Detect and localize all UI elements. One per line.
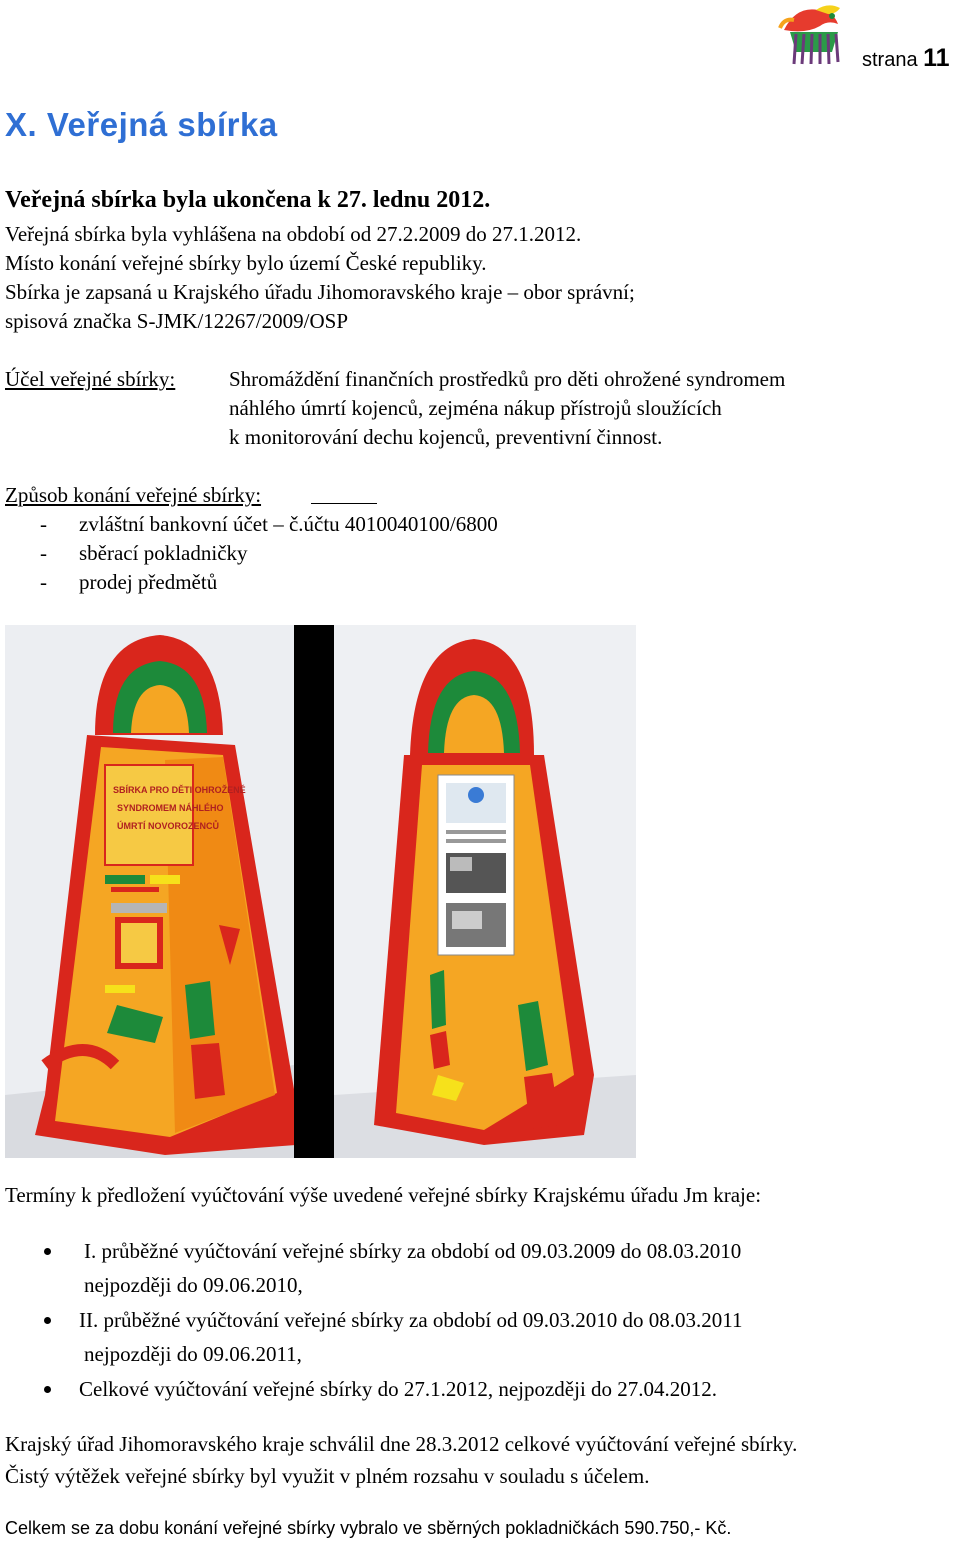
file-number-text: spisová značka S-JMK/12267/2009/OSP	[5, 309, 348, 333]
deadline-item-line1: Celkové vyúčtování veřejné sbírky do 27.1.2012, nejpozději do 27.04.2012.	[79, 1377, 718, 1401]
total-collected-text: Celkem se za dobu konání veřejné sbírky vybralo ve sběrných pokladničkách 590.750,- Kč.	[5, 1518, 732, 1538]
deadline-item-line2: nejpozději do 09.06.2010,	[84, 1273, 303, 1297]
page-label-text: strana	[862, 49, 918, 71]
method-item: sběrací pokladničky	[79, 541, 248, 565]
collection-box-photo-side	[334, 625, 636, 1158]
photo-divider	[294, 625, 334, 1158]
page-number-label	[862, 44, 950, 73]
collection-box-photo-front	[5, 625, 294, 1158]
deadline-item-line1: I. průběžné vyúčtování veřejné sbírky za období od 09.03.2009 do 08.03.2010	[84, 1239, 742, 1263]
purpose-line: náhlého úmrtí kojenců, zejména nákup přístrojů sloužících	[229, 396, 722, 420]
bird-logo-icon	[776, 0, 852, 68]
bullet-icon	[44, 1248, 51, 1255]
sign-text-line: SBÍRKA PRO DĚTI OHROŽENÉ	[113, 785, 246, 795]
list-dash: -	[40, 512, 47, 536]
purpose-label: Účel veřejné sbírky:	[5, 367, 176, 391]
method-item: zvláštní bankovní účet – č.účtu 4010040100/6800	[79, 512, 498, 536]
period-text: Veřejná sbírka byla vyhlášena na období od 27.2.2009 do 27.1.2012.	[5, 222, 582, 246]
sign-text-line: SYNDROMEM NÁHLÉHO	[117, 803, 224, 813]
underline-extension	[311, 503, 377, 504]
method-item: prodej předmětů	[79, 570, 218, 594]
registered-text: Sbírka je zapsaná u Krajského úřadu Jihomoravského kraje – obor správní;	[5, 280, 635, 304]
list-dash: -	[40, 570, 47, 594]
deadlines-intro: Termíny k předložení vyúčtování výše uvedené veřejné sbírky Krajskému úřadu Jm kraje:	[5, 1183, 762, 1207]
bullet-icon	[44, 1386, 51, 1393]
deadline-item-line1: II. průběžné vyúčtování veřejné sbírky za období od 09.03.2010 do 08.03.2011	[79, 1308, 743, 1332]
sign-text-line: ÚMRTÍ NOVOROZENCŮ	[117, 821, 219, 831]
ended-text: Veřejná sbírka byla ukončena k 27. lednu 2012.	[5, 187, 491, 213]
bullet-icon	[44, 1317, 51, 1324]
place-text: Místo konání veřejné sbírky bylo území České republiky.	[5, 251, 487, 275]
used-text: Čistý výtěžek veřejné sbírky byl využit v plném rozsahu v souladu s účelem.	[5, 1464, 650, 1488]
purpose-line: Shromáždění finančních prostředků pro děti ohrožené syndromem	[229, 367, 786, 391]
method-label: Způsob konání veřejné sbírky:	[5, 483, 262, 507]
deadline-item-line2: nejpozději do 09.06.2011,	[84, 1342, 302, 1366]
approved-text: Krajský úřad Jihomoravského kraje schválil dne 28.3.2012 celkové vyúčtování veřejné sbírky.	[5, 1432, 798, 1456]
page-number: 11	[923, 44, 950, 72]
list-dash: -	[40, 541, 47, 565]
section-heading: X. Veřejná sbírka	[5, 106, 278, 143]
purpose-line: k monitorování dechu kojenců, preventivní činnost.	[229, 425, 663, 449]
